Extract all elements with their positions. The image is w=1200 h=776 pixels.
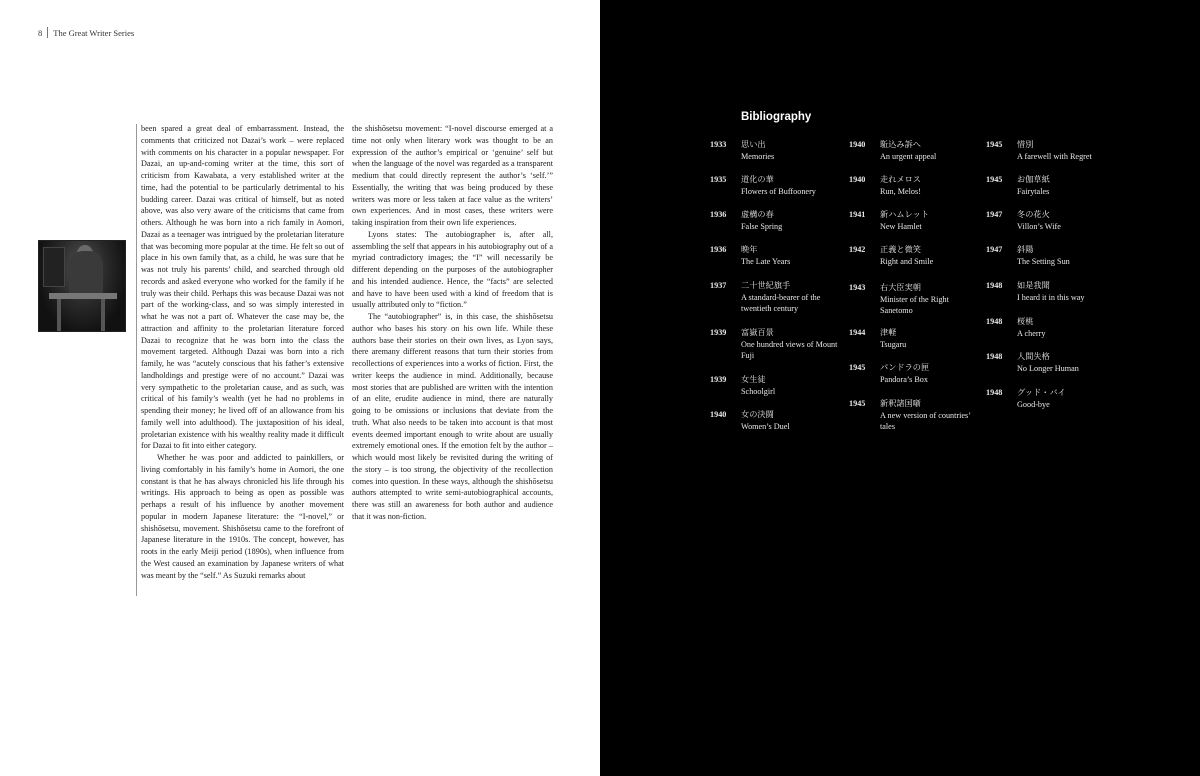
entry-japanese-title: 桜桃 xyxy=(1017,316,1034,326)
entry-english-title: The Late Years xyxy=(741,256,791,266)
entry-year: 1944 xyxy=(849,328,866,337)
entry-english-title: The Setting Sun xyxy=(1017,256,1070,266)
photo-stool-leg xyxy=(101,299,105,332)
entry-year: 1940 xyxy=(710,410,727,419)
paragraph: The “autobiographer” is, in this case, the shishōsetsu author who bases his story on his own life. While these authors base their stories on their own lives, as Lyon says, there aremany different reasons that turn their stories from recollections of experiences into a works of fiction. First, the writer keeps the audience in mind. Additionally, because most stories that are published are written with the intention of an elite, erudite audience in mind, there are naturally going to be omissions or inclusions that deviate from the truth. What also needs to be taken into account is that most events deemed important enough to write about are usually extremely emotional ones. If the emotion felt by the author – which would most likely be revisited during the writing of the story – is too strong, the objectivity of the recollection comes into question. In these ways, although the shishōsetsu authors attempted to write semi-autobiographical accounts, there was still an awareness for both author and audience that it was non-fiction. xyxy=(352,312,553,521)
column-rule xyxy=(136,124,137,596)
bibliography-entry xyxy=(849,174,984,204)
entry-japanese-title: お伽草紙 xyxy=(1017,174,1050,184)
bibliography-entry xyxy=(986,139,1121,169)
entry-english-title: Tsugaru xyxy=(880,339,907,349)
entry-year: 1940 xyxy=(849,140,866,149)
bibliography-entry xyxy=(849,327,984,357)
bibliography-entry xyxy=(849,244,984,274)
entry-english-title: Minister of the Right Sanetomo xyxy=(880,294,949,316)
entry-english-title: An urgent appeal xyxy=(880,151,937,161)
running-head-divider xyxy=(47,27,48,38)
bibliography-entry xyxy=(710,139,845,169)
entry-year: 1936 xyxy=(710,210,727,219)
entry-japanese-title: 走れメロス xyxy=(880,174,921,184)
bibliography-entry xyxy=(849,139,984,169)
entry-english-title: I heard it in this way xyxy=(1017,292,1085,302)
entry-japanese-title: 津軽 xyxy=(880,327,897,337)
running-head xyxy=(38,27,134,38)
photo-figure-body xyxy=(69,251,103,297)
bibliography-entry xyxy=(986,244,1121,274)
entry-japanese-title: 正義と微笑 xyxy=(880,244,921,254)
text-column-2 xyxy=(352,123,553,523)
entry-english-title: Flowers of Buffoonery xyxy=(741,186,816,196)
entry-japanese-title: 二十世紀旗手 xyxy=(741,280,791,290)
entry-english-title: Women’s Duel xyxy=(741,421,790,431)
entry-year: 1948 xyxy=(986,388,1003,397)
entry-english-title: One hundred views of Mount Fuji xyxy=(741,339,838,361)
bibliography-entry xyxy=(849,362,984,392)
entry-year: 1948 xyxy=(986,352,1003,361)
entry-year: 1948 xyxy=(986,317,1003,326)
paragraph: Whether he was poor and addicted to painkillers, or living comfortably in his family’s home in Aomori, the one constant is that he has always chronicled his life through his writings. His approach to being as open as possible was perhaps a result of his influence by another movement popular in modern Japanese literature: the “I-novel,” or shishōsetsu, movement. Shishōsetsu came to the forefront of Japanese literature in the 1910s. The concept, however, has roots in the early Meiji period (1890s), when influence from the West caused an examination by Japanese writers of what was meant by the “self.” As Suzuki remarks about xyxy=(141,453,344,580)
entry-japanese-title: 女の決闘 xyxy=(741,409,774,419)
entry-english-title: A new version of countries’ tales xyxy=(880,410,971,432)
entry-year: 1945 xyxy=(986,175,1003,184)
entry-japanese-title: 思い出 xyxy=(741,139,766,149)
entry-japanese-title: 道化の華 xyxy=(741,174,774,184)
bibliography-entry xyxy=(710,174,845,204)
entry-year: 1939 xyxy=(710,328,727,337)
bibliography-entry xyxy=(986,351,1121,381)
paragraph: Lyons states: The autobiographer is, after all, assembling the self that appears in his autobiography out of a myriad contradictory images; the “I” will necessarily be different depending on the purposes of the autobiographer and his intended audience. Hence, the “facts” are selected and have to have been used with a kind of freedom that is usually attributed only to “fiction.” xyxy=(352,229,553,310)
entry-year: 1943 xyxy=(849,283,866,292)
entry-japanese-title: 冬の花火 xyxy=(1017,209,1050,219)
entry-japanese-title: パンドラの匣 xyxy=(880,362,930,372)
bibliography-entry xyxy=(710,374,845,404)
entry-japanese-title: 新ハムレット xyxy=(880,209,930,219)
photo-stool-leg xyxy=(57,299,61,332)
bibliography-entry xyxy=(986,387,1121,417)
bibliography-title: Bibliography xyxy=(741,111,812,123)
entry-japanese-title: グッド・バイ xyxy=(1017,387,1066,397)
entry-english-title: New Hamlet xyxy=(880,221,922,231)
page-number: 8 xyxy=(38,27,43,38)
entry-japanese-title: 虚構の春 xyxy=(741,209,774,219)
entry-english-title: Right and Smile xyxy=(880,256,934,266)
entry-japanese-title: 如是我聞 xyxy=(1017,280,1050,290)
entry-year: 1942 xyxy=(849,245,866,254)
entry-year: 1936 xyxy=(710,245,727,254)
series-title: The Great Writer Series xyxy=(53,27,135,38)
entry-japanese-title: 斜陽 xyxy=(1017,244,1034,254)
entry-year: 1939 xyxy=(710,375,727,384)
entry-year: 1937 xyxy=(710,281,727,290)
entry-english-title: Good-bye xyxy=(1017,399,1050,409)
bibliography-entry xyxy=(710,280,845,314)
entry-english-title: A farewell with Regret xyxy=(1017,151,1092,161)
entry-year: 1933 xyxy=(710,140,727,149)
bibliography-entry xyxy=(849,398,984,432)
entry-english-title: No Longer Human xyxy=(1017,363,1079,373)
entry-japanese-title: 人間失格 xyxy=(1017,351,1050,361)
photo-window xyxy=(43,247,65,287)
author-photo xyxy=(38,240,126,332)
entry-year: 1947 xyxy=(986,245,1003,254)
bibliography-entry xyxy=(710,209,845,239)
entry-year: 1945 xyxy=(849,399,866,408)
entry-english-title: Fairytales xyxy=(1017,186,1050,196)
entry-year: 1948 xyxy=(986,281,1003,290)
entry-english-title: Villon’s Wife xyxy=(1017,221,1061,231)
bibliography-entry xyxy=(986,174,1121,204)
bibliography-entry xyxy=(986,209,1121,239)
bibliography-entry xyxy=(710,244,845,274)
entry-japanese-title: 富嶽百景 xyxy=(741,327,774,337)
entry-english-title: Schoolgirl xyxy=(741,386,776,396)
paragraph: the shishōsetsu movement: “I-novel discourse emerged at a time not only when literary work was thought to be an expression of the author’s empirical or ‘genuine’ self but when the language of the novel was regarded as a transparent medium that could directly represent the author’s ‘self.’” Essentially, the writing that was being produced by these writers was more or less taken at face value as the writers’ own experiences. And in most cases, these writers were taking inspiration from their own life experiences. xyxy=(352,124,553,227)
bibliography-entry xyxy=(710,327,845,361)
bibliography-entry xyxy=(849,209,984,239)
entry-english-title: Memories xyxy=(741,151,775,161)
bibliography-entry xyxy=(849,282,984,316)
entry-japanese-title: 新釈諸国噺 xyxy=(880,398,921,408)
entry-japanese-title: 右大臣実朝 xyxy=(880,282,921,292)
entry-english-title: Run, Melos! xyxy=(880,186,921,196)
paragraph: been spared a great deal of embarrassment. Instead, the comments that criticized not Dazai’s work – were replaced with comments on his character in a popular newspaper. For Dazai, an up-and-coming writer at the time, this sort of criticism from Kawabata, a very established writer at the time, had the potential to be particularly detrimental to his budding career. Dazai was critical of himself, but as noted above, was also very aware of the criticisms that came from others. Although he was born into a rich family in Aomori, Dazai as a teenager was intrigued by the proletarian literature that was becoming more popular at the time. He felt so out of place in his own family that, as a child, he was sure that he was not truly his parents’ child, and searched through old records and asked everyone who worked for the family if he truly was their child. Perhaps this was because Dazai was not part of the working-class, and so was simply interested in what he was not a part of. Whatever the case may be, the attraction and affinity to the proletarian literature forced Dazai to recognize that he was born into the class the movement targeted. Although Dazai was born into a rich family, he was “acutely conscious that his father’s extensive landholdings and prestige were of no account.” Dazai was very sympathetic to the proletarian cause, and as such, was critical of his family’s wealth (yet he had no problems in spending their money; he lived off of an allowance from his family well into adulthood). The juxtaposition of his ideal, proletarian existence with his wealthy reality made it difficult for Dazai to fit into either category. xyxy=(141,124,344,451)
entry-japanese-title: 女生徒 xyxy=(741,374,766,384)
bibliography-entry xyxy=(986,316,1121,346)
entry-english-title: False Spring xyxy=(741,221,783,231)
bibliography-entry xyxy=(986,280,1121,310)
bibliography-entry xyxy=(710,409,845,439)
entry-english-title: Pandora’s Box xyxy=(880,374,928,384)
entry-japanese-title: 惜別 xyxy=(1017,139,1034,149)
entry-japanese-title: 晩年 xyxy=(741,244,758,254)
text-column-1 xyxy=(141,123,344,581)
entry-year: 1940 xyxy=(849,175,866,184)
entry-japanese-title: 駈込み訴へ xyxy=(880,139,921,149)
entry-english-title: A cherry xyxy=(1017,328,1046,338)
entry-english-title: A standard-bearer of the twentieth century xyxy=(741,292,821,314)
entry-year: 1945 xyxy=(986,140,1003,149)
entry-year: 1945 xyxy=(849,363,866,372)
entry-year: 1941 xyxy=(849,210,866,219)
entry-year: 1947 xyxy=(986,210,1003,219)
entry-year: 1935 xyxy=(710,175,727,184)
